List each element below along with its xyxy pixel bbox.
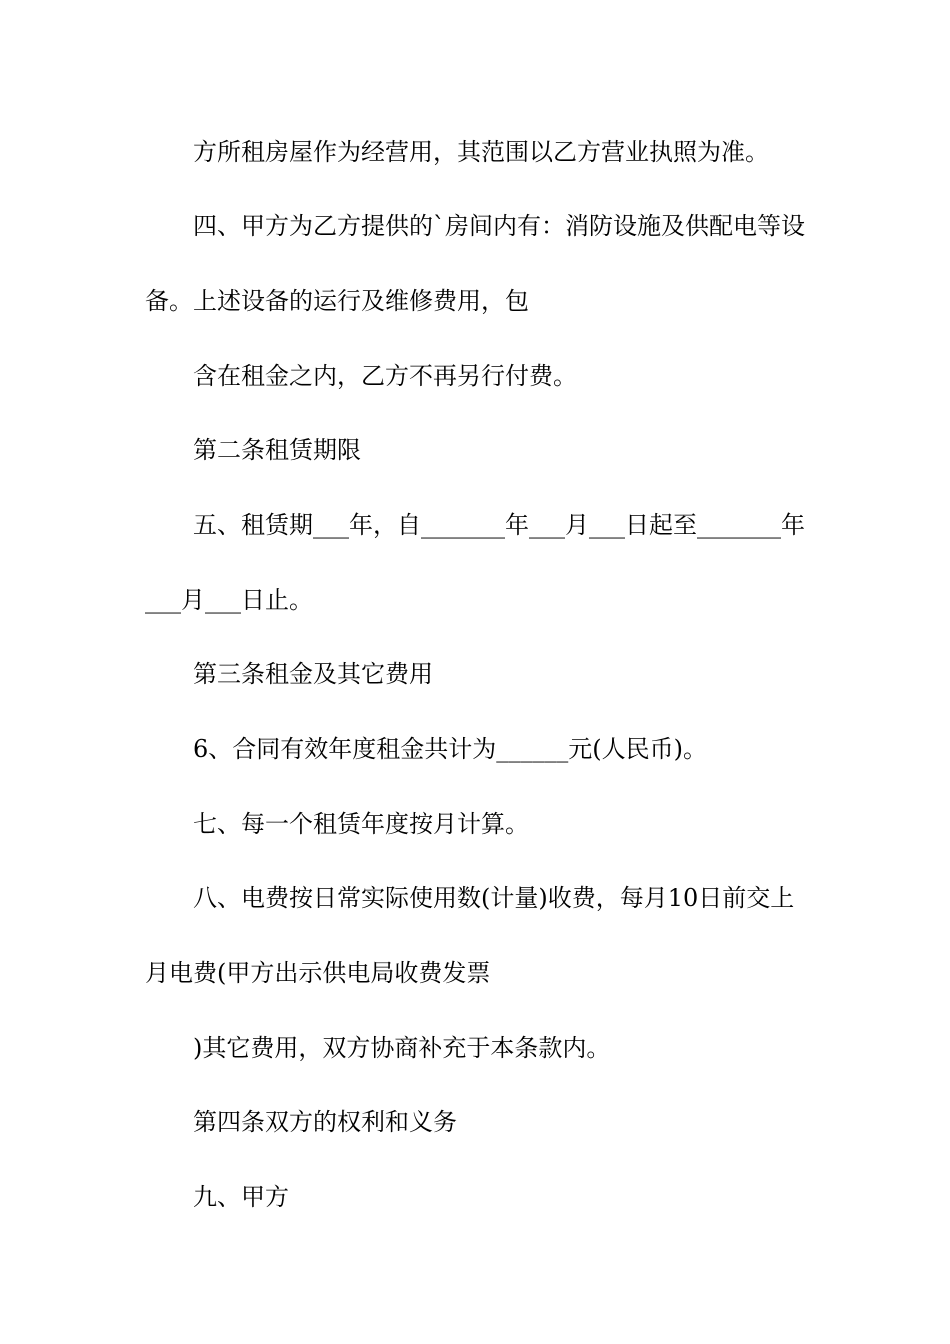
text-line: ___月___日止。 [145, 586, 313, 614]
section-heading: 第三条租金及其它费用 [193, 660, 433, 688]
text-line: 6、合同有效年度租金共计为______元(人民币)。 [193, 735, 707, 763]
text-line: 九、甲方 [193, 1183, 289, 1211]
text-line: 方所租房屋作为经营用，其范围以乙方营业执照为准。 [193, 138, 769, 166]
text-line: 备。上述设备的运行及维修费用，包 [145, 287, 529, 315]
text-line: 月电费(甲方出示供电局收费发票 [145, 959, 491, 987]
text-line: 含在租金之内，乙方不再另行付费。 [193, 362, 577, 390]
text-line: )其它费用，双方协商补充于本条款内。 [193, 1034, 611, 1062]
text-line: 五、租赁期___年，自_______年___月___日起至_______年 [193, 511, 805, 539]
text-line: 七、每一个租赁年度按月计算。 [193, 810, 529, 838]
text-line: 八、电费按日常实际使用数(计量)收费，每月10日前交上 [193, 884, 795, 912]
text-line: 四、甲方为乙方提供的`房间内有：消防设施及供配电等设 [193, 212, 805, 240]
section-heading: 第二条租赁期限 [193, 436, 361, 464]
section-heading: 第四条双方的权利和义务 [193, 1108, 457, 1136]
